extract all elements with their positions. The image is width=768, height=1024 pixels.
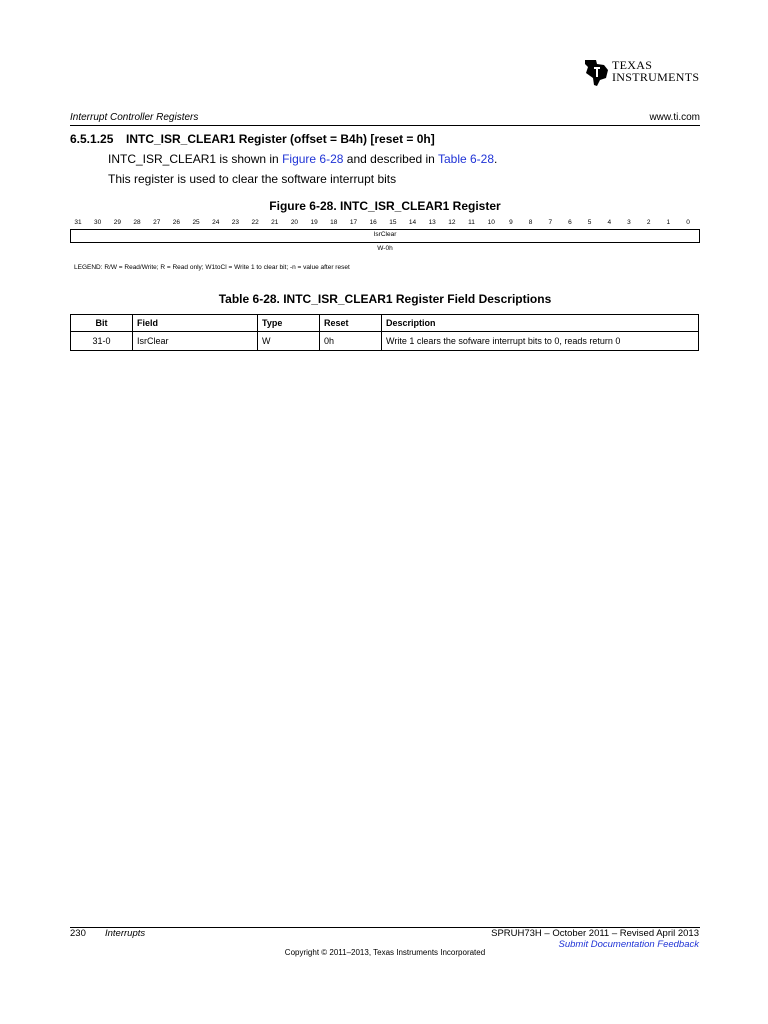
bit-number: 5	[587, 219, 592, 226]
bit-number: 10	[487, 219, 495, 226]
register-field-name: IsrClear	[373, 231, 397, 238]
bit-number: 4	[607, 219, 612, 226]
cell-bit: 31-0	[71, 332, 133, 351]
bit-number: 14	[408, 219, 417, 226]
bit-number: 13	[428, 219, 436, 226]
figure-reference-link[interactable]: Figure 6-28	[282, 152, 344, 166]
bit-number: 12	[448, 219, 456, 226]
bit-number: 17	[349, 219, 358, 226]
cell-reset: 0h	[320, 332, 382, 351]
bit-number: 21	[271, 219, 279, 226]
section-number: 6.5.1.25	[70, 132, 114, 146]
bit-number: 30	[94, 219, 102, 226]
bit-number: 29	[113, 219, 121, 226]
bit-number: 16	[369, 219, 377, 226]
cell-type: W	[258, 332, 320, 351]
running-header-title: Interrupt Controller Registers	[70, 112, 199, 123]
register-field-box	[70, 229, 700, 243]
bit-number: 2	[646, 219, 651, 226]
section-title: INTC_ISR_CLEAR1 Register (offset = B4h) [reset = 0h]	[126, 132, 435, 146]
intro-paragraph	[108, 152, 497, 166]
header-rule	[70, 125, 700, 126]
cell-description: Write 1 clears the sofware interrupt bits to 0, reads return 0	[382, 332, 699, 351]
bit-number: 0	[686, 219, 690, 226]
cell-field: IsrClear	[133, 332, 258, 351]
column-header-description: Description	[382, 315, 699, 332]
bit-number: 27	[153, 219, 161, 226]
bit-number: 11	[468, 219, 475, 226]
bit-number: 8	[528, 219, 533, 226]
bit-number: 19	[310, 219, 318, 226]
bit-number: 24	[212, 219, 220, 226]
bit-number: 26	[172, 219, 180, 226]
intro-text-post: .	[494, 152, 498, 166]
bit-number: 31	[74, 219, 82, 226]
purpose-paragraph: This register is used to clear the software interrupt bits	[108, 172, 397, 186]
bit-number: 9	[509, 219, 513, 226]
bit-number: 28	[133, 219, 141, 226]
table-caption: Table 6-28. INTC_ISR_CLEAR1 Register Field Descriptions	[218, 292, 552, 306]
bit-number: 18	[330, 219, 338, 226]
bit-number: 23	[231, 219, 240, 226]
intro-text-mid: and described in	[343, 152, 438, 166]
column-header-reset: Reset	[320, 315, 382, 332]
bit-number: 25	[192, 219, 200, 226]
feedback-link[interactable]: Submit Documentation Feedback	[558, 939, 699, 950]
site-link[interactable]: www.ti.com	[649, 112, 700, 123]
bit-number: 15	[389, 219, 397, 226]
chapter-name: Interrupts	[105, 928, 146, 939]
table-header-row	[71, 315, 699, 332]
column-header-bit: Bit	[71, 315, 133, 332]
bit-number: 7	[548, 219, 553, 226]
bit-number: 3	[627, 219, 631, 226]
logo-wordmark	[612, 59, 699, 83]
column-header-type: Type	[258, 315, 320, 332]
bit-number: 6	[568, 219, 572, 226]
copyright-notice: Copyright © 2011–2013, Texas Instruments Incorporated	[284, 948, 486, 957]
texas-state-icon	[582, 58, 610, 88]
bit-number: 1	[666, 219, 671, 226]
bit-number: 20	[290, 219, 299, 226]
column-header-field: Field	[133, 315, 258, 332]
bit-number-row	[70, 219, 700, 228]
document-id: SPRUH73H – October 2011 – Revised April 2013	[491, 928, 699, 939]
page-number: 230	[70, 928, 86, 939]
logo-line1: TEXAS	[612, 58, 653, 72]
table-reference-link[interactable]: Table 6-28	[437, 152, 495, 166]
logo-line2: INSTRUMENTS	[612, 70, 700, 84]
section-heading	[70, 132, 435, 146]
figure-caption: Figure 6-28. INTC_ISR_CLEAR1 Register	[269, 199, 501, 213]
intro-text-pre: INTC_ISR_CLEAR1 is shown in	[108, 152, 283, 166]
field-description-table	[70, 314, 699, 351]
register-access-reset: W-0h	[377, 245, 393, 252]
texas-instruments-logo	[582, 58, 700, 90]
register-legend: LEGEND: R/W = Read/Write; R = Read only; W1toCl = Write 1 to clear bit; -n = value after reset	[74, 264, 350, 271]
bit-number: 22	[251, 219, 259, 226]
table-row	[71, 332, 699, 351]
